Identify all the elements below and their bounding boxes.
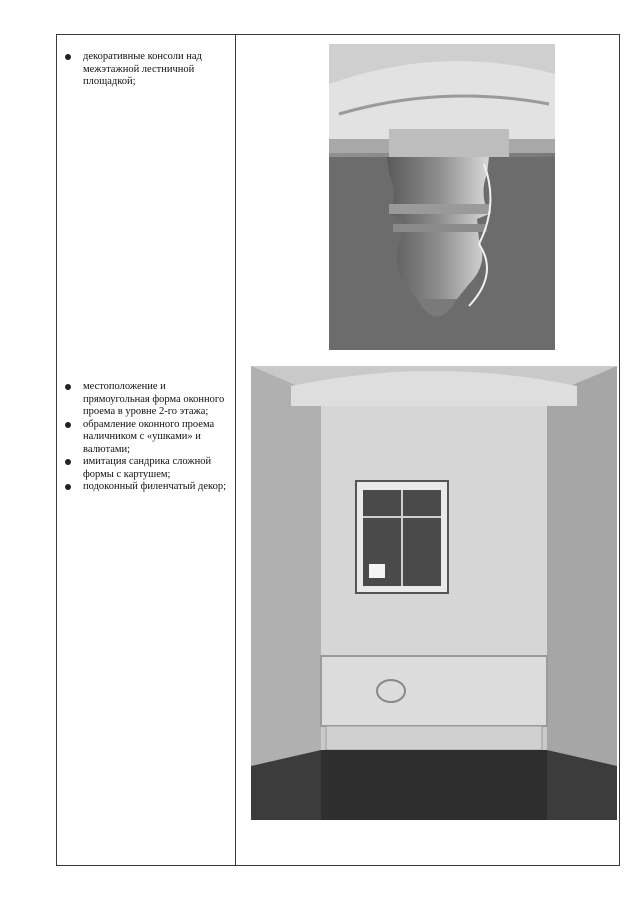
bullet-icon: [65, 422, 71, 428]
document-table: [56, 34, 620, 866]
bullet-icon: [65, 54, 71, 60]
list-item: [61, 456, 227, 481]
list-item: [61, 381, 227, 419]
bullet-icon: [65, 459, 71, 465]
photo-window-decor: [251, 366, 617, 820]
list-item: [61, 419, 227, 457]
list-item: [61, 481, 227, 494]
list-item-text: обрамление оконного проема наличником с «ушками» и валютами;: [83, 418, 215, 455]
list-item-text: местоположение и прямоугольная форма оконного проема в уровне 2-го этажа;: [83, 381, 225, 417]
list-item: [61, 51, 227, 89]
column-divider: [235, 35, 236, 865]
list-item-text: декоративные консоли над межэтажной лестничной площадкой;: [83, 51, 202, 87]
row-1-list: [61, 51, 227, 89]
list-item-text: подоконный филенчатый декор;: [83, 481, 227, 492]
photo-console-bracket: [329, 44, 555, 350]
list-item-text: имитация сандрика сложной формы с картушем;: [83, 456, 212, 480]
bullet-icon: [65, 384, 71, 390]
bullet-icon: [65, 484, 71, 490]
row-2-list: [61, 381, 227, 494]
